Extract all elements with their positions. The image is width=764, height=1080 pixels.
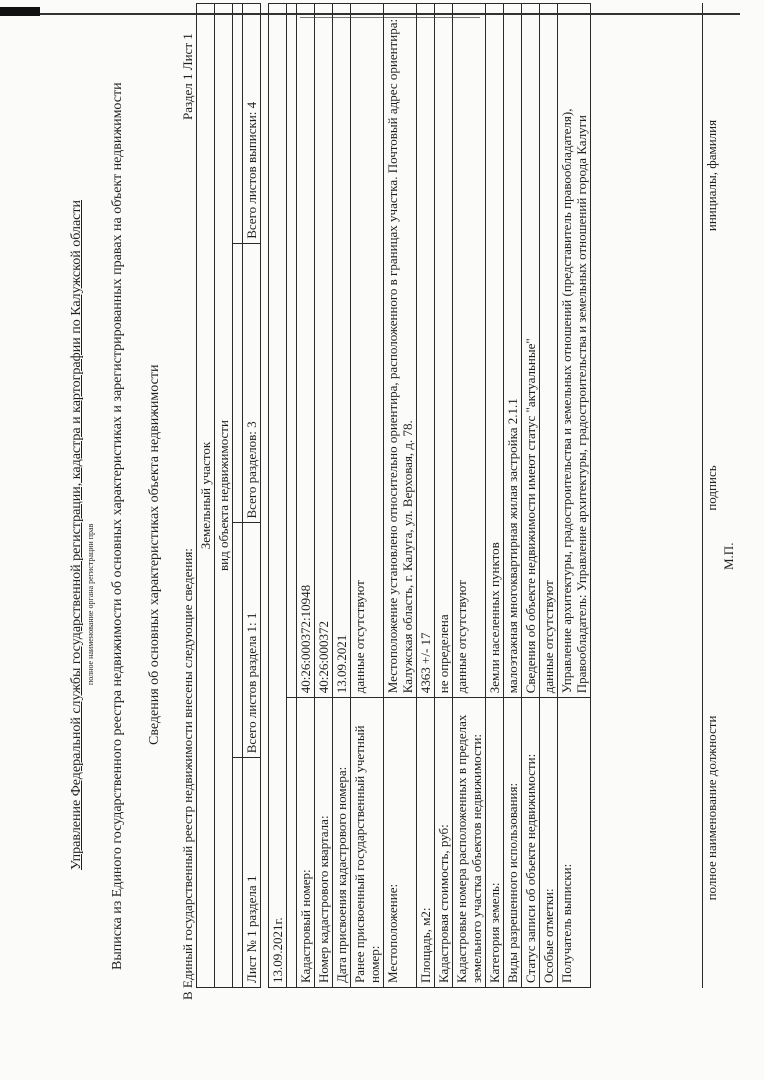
extract-date: 13.09.2021г.: [269, 4, 287, 988]
section-heading: Сведения об основных характеристиках объекта недвижимости: [147, 364, 162, 745]
row-label: Категория земель:: [486, 698, 504, 988]
row-label: Виды разрешенного использования:: [504, 698, 522, 988]
row-value: 13.09.2021: [333, 4, 351, 698]
row-value: Управление архитектуры, градостроительства и земельных отношений (представитель правообладателя), Правообладатель: Управление архитектуры, градостроительства и земельных отношений города Калуги: [558, 4, 591, 698]
row-value: Местоположение установлено относительно ориентира, расположенного в границах участка. Почтовый адрес ориентира: Калужская область, г. Калуга, ул. Верховая, д. 78.: [384, 4, 417, 698]
signature-block: [702, 3, 720, 988]
row-value: малоэтажная многоквартирная жилая застройка 2.1.1: [504, 4, 522, 698]
sheets-in-section: Всего листов раздела 1: 1: [243, 523, 261, 758]
table-row: [453, 4, 486, 988]
agency-note: полное наименование органа регистрации прав: [86, 523, 95, 685]
table-row: [351, 4, 384, 988]
sections-total: Всего разделов: 3: [243, 243, 261, 523]
object-type-table: [196, 3, 261, 988]
row-value: Земли населенных пунктов: [486, 4, 504, 698]
agency-name: Управление Федеральной службы государственной регистрации, кадастра и картографии по Калужской области: [69, 200, 84, 870]
row-value: 40:26:000372:10948: [297, 4, 315, 698]
table-row: [417, 4, 435, 988]
sheets-total: Всего листов выписки: 4: [243, 4, 261, 244]
object-type-caption: вид объекта недвижимости: [215, 4, 233, 988]
table-row: [297, 4, 315, 988]
table-row: [558, 4, 591, 988]
stamp-mark: М.П.: [721, 542, 736, 570]
row-label: Статус записи об объекте недвижимости:: [522, 698, 540, 988]
row-value: данные отсутствуют: [351, 4, 384, 698]
row-value: Сведения об объекте недвижимости имеют статус "актуальные": [522, 4, 540, 698]
row-value: не определена: [435, 4, 453, 698]
table-row: [540, 4, 558, 988]
row-label: Получатель выписки:: [558, 698, 591, 988]
row-value: 40:26:000372: [315, 4, 333, 698]
table-row: [522, 4, 540, 988]
characteristics-table: [268, 3, 591, 988]
intro-text: В Единый государственный реестр недвижимости внесены следующие сведения:: [180, 548, 195, 1000]
row-value: 4363 +/- 17: [417, 4, 435, 698]
signature-name: инициалы, фамилия: [703, 3, 721, 348]
table-row: [315, 4, 333, 988]
table-row: [384, 4, 417, 988]
row-label: Площадь, м2:: [417, 698, 435, 988]
table-row: [435, 4, 453, 988]
row-label: Кадастровая стоимость, руб:: [435, 698, 453, 988]
document-title: Выписка из Единого государственного реестра недвижимости об основных характеристиках и зарегистрированных правах на объект недвижимости: [110, 82, 125, 970]
row-label: Местоположение:: [384, 698, 417, 988]
table-row: [333, 4, 351, 988]
table-row: [486, 4, 504, 988]
sheet-number: Лист № 1 раздела 1: [243, 758, 261, 988]
row-value: данные отсутствуют: [540, 4, 558, 698]
row-label: Кадастровые номера расположенных в пределах земельного участка объектов недвижимости:: [453, 698, 486, 988]
signature-position: полное наименование должности: [703, 628, 721, 988]
spacer-row: [287, 4, 297, 988]
object-type: Земельный участок: [197, 4, 215, 988]
row-label: Дата присвоения кадастрового номера:: [333, 698, 351, 988]
row-label: Номер кадастрового квартала:: [315, 698, 333, 988]
row-label: Особые отметки:: [540, 698, 558, 988]
row-value: данные отсутствуют: [453, 4, 486, 698]
row-label: Кадастровый номер:: [297, 698, 315, 988]
table-row: [504, 4, 522, 988]
section-label: Раздел 1 Лист 1: [180, 33, 195, 120]
signature-sign: подпись: [703, 348, 721, 628]
row-label: Ранее присвоенный государственный учетный номер:: [351, 698, 384, 988]
